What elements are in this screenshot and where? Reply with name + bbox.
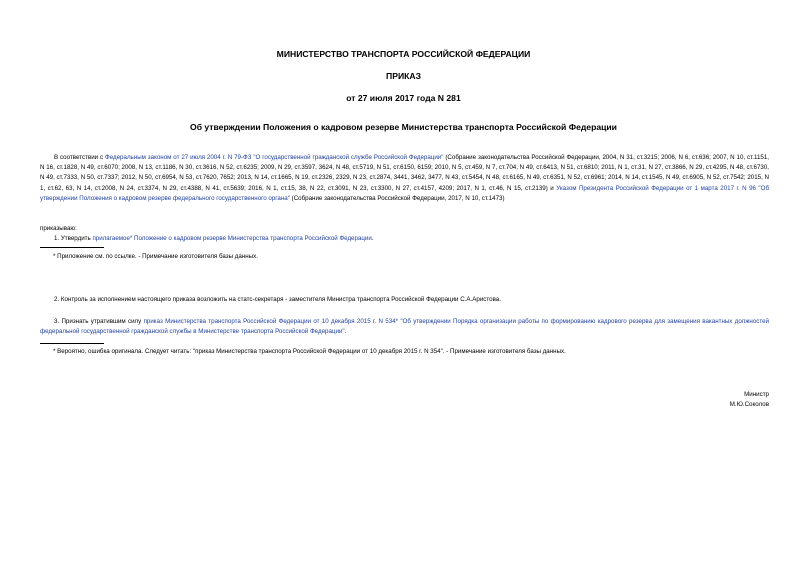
- date-number: от 27 июля 2017 года N 281: [346, 93, 461, 103]
- item-3: [40, 317, 769, 337]
- item-2: 2. Контроль за исполнением настоящего приказа возложить на статс-секретаря - заместителя Министра транспорта Российской Федерации С.А.Аристова.: [54, 296, 501, 303]
- preamble-text-2: (Собрание законодательства Российской Федерации, 2004, N 31, ст.3215; 2006, N 6, ст.636; 2007, N 10, ст.1151, N 16, ст.1828, N 49, ст.6070; 2008, N 13, ст.1186, N 30, ст.3616, N 52, ст.6235; 2009, N 29, ст.3597, 3624, N 48, ст.5719, N 51, ст.6150, 6159; 2010, N 5, ст.459, N 7, ст.704, N 49, ст.6413, N 51, ст.6810; 2011, N 1, ст.31, N 27, ст.3866, N 29, ст.4295, N 48, ст.6730, N 49, ст.7333, N 50, ст.7337; 2012, N 50, ст.6954, N 53, ст.7620, 7652; 2013, N 14, ст.1665, N 19, ст.2326, 2329, N 23, ст.2874, 3441, 3462, 3477, N 43, ст.5454, N 48, ст.6165, N 49, ст.6351, N 52, ст.6961; 2014, N 14, ст.1545, N 49, ст.6905, N 52, ст.7542; 2015, N 1, ст.62, 63, N 14, ст.2008, N 24, ст.3374, N 29, ст.4388, N 41, ст.5639; 2016, N 1, ст.15, 38, N 22, ст.3091, N 23, ст.3300, N 27, ст.4157, 4209; 2017, N 1, ст.46, N 15, ст.2139) и: [40, 154, 770, 192]
- doc-type-heading: ПРИКАЗ: [386, 71, 421, 81]
- item-3-prefix: 3. Признать утратившим силу: [54, 318, 144, 325]
- ministry-heading: МИНИСТЕРСТВО ТРАНСПОРТА РОССИЙСКОЙ ФЕДЕРАЦИИ: [276, 49, 531, 59]
- regulation-link[interactable]: прилагаемое* Положение о кадровом резерве Министерства транспорта Российской Федерации: [92, 235, 372, 242]
- president-decree-link[interactable]: Указом Президента Российской Федерации от 1 марта 2017 г. N 96 "Об утверждении Положения о кадровом резерве федерального государственного органа": [40, 184, 769, 202]
- federal-law-link[interactable]: Федеральным законом от 27 июля 2004 г. N 79-ФЗ "О государственной гражданской службе Российской Федерации": [105, 154, 444, 161]
- document-title: Об утверждении Положения о кадровом резерве Министерства транспорта Российской Федерации: [190, 122, 617, 132]
- item-1: [40, 234, 769, 244]
- signatory-position: Министр: [744, 391, 769, 398]
- preamble-paragraph: [40, 153, 769, 204]
- preamble-text-1: В соответствии с: [54, 154, 105, 161]
- footnote-1: * Приложение см. по ссылке. - Примечание изготовителя базы данных.: [53, 253, 258, 260]
- repealed-order-link[interactable]: приказ Министерства транспорта Российской Федерации от 10 декабря 2015 г. N 534* "Об утверждении Порядка организации работы по формированию кадрового резерва для замещения вакантных должностей федеральной государственной гражданской службы в Министерстве транспорта Российской Федерации": [40, 318, 769, 336]
- footnote-divider: [40, 343, 104, 344]
- item-1-prefix: 1. Утвердить: [54, 235, 93, 242]
- signatory-name: М.Ю.Соколов: [729, 401, 769, 408]
- preamble-text-3: (Собрание законодательства Российской Федерации, 2017, N 10, ст.1473): [289, 194, 505, 202]
- item-1-suffix: .: [371, 235, 374, 242]
- footnote-2: * Вероятно, ошибка оригинала. Следует читать: "приказ Министерства транспорта Российской Федерации от 10 декабря 2015 г. N 354". - Примечание изготовителя базы данных.: [53, 348, 566, 355]
- order-word: приказываю:: [40, 225, 77, 232]
- footnote-divider: [40, 247, 104, 248]
- item-3-suffix: .: [344, 328, 347, 336]
